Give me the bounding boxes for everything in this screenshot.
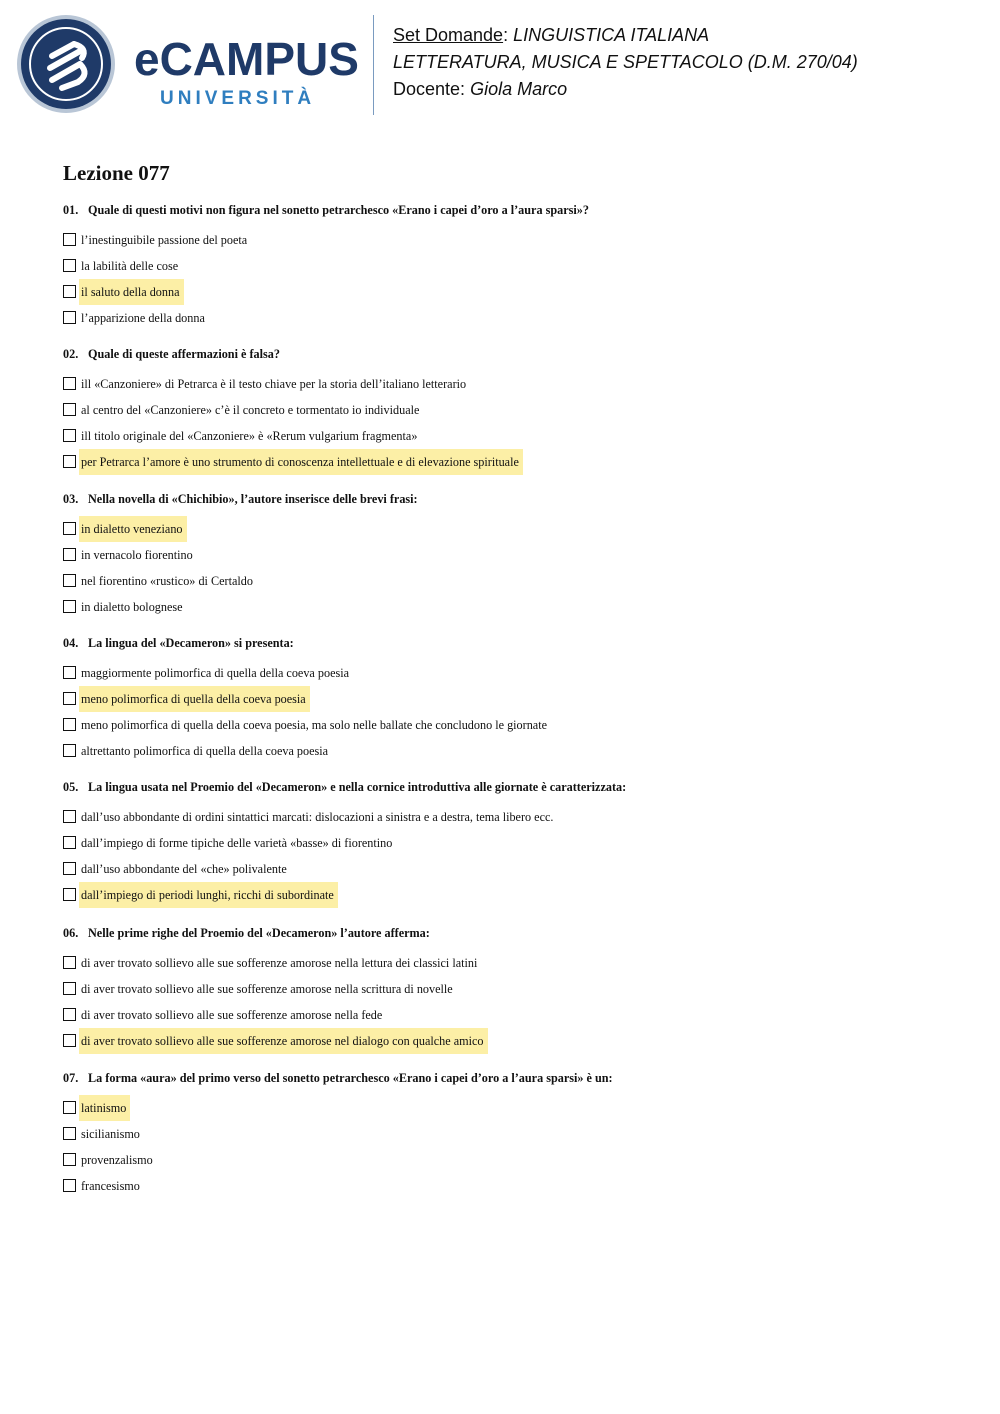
header-divider	[373, 15, 374, 115]
set-label: Set Domande	[393, 25, 504, 45]
teacher-line	[393, 76, 983, 103]
question-text	[63, 202, 963, 218]
question-prompt: La lingua usata nel Proemio del «Decameron» e nella cornice introduttiva alle giornate è caratterizzata:	[88, 780, 627, 794]
question-6	[63, 925, 963, 1054]
answer-checkbox[interactable]	[63, 455, 76, 468]
answer-label: dall’impiego di forme tipiche delle varietà «basse» di fiorentino	[81, 836, 393, 850]
answer-option[interactable]	[63, 830, 963, 856]
answer-checkbox[interactable]	[63, 982, 76, 995]
answer-checkbox[interactable]	[63, 311, 76, 324]
answer-option[interactable]	[63, 712, 963, 738]
question-3	[63, 491, 963, 620]
answer-checkbox[interactable]	[63, 810, 76, 823]
answer-option[interactable]	[63, 1173, 963, 1199]
answer-label: ill titolo originale del «Canzoniere» è «Rerum vulgarium fragmenta»	[81, 429, 418, 443]
answer-checkbox[interactable]	[63, 862, 76, 875]
answer-label: latinismo	[79, 1095, 130, 1121]
answer-checkbox[interactable]	[63, 1127, 76, 1140]
question-text	[63, 1070, 963, 1086]
answer-option[interactable]	[63, 516, 963, 542]
ecampus-logo-icon	[16, 14, 116, 114]
answer-checkbox[interactable]	[63, 429, 76, 442]
answer-checkbox[interactable]	[63, 1153, 76, 1166]
question-prompt: Nelle prime righe del Proemio del «Decameron» l’autore afferma:	[88, 926, 430, 940]
answer-label: meno polimorfica di quella della coeva poesia, ma solo nelle ballate che concludono le giornate	[81, 718, 547, 732]
answer-checkbox[interactable]	[63, 692, 76, 705]
answer-checkbox[interactable]	[63, 522, 76, 535]
answer-label: per Petrarca l’amore è uno strumento di conoscenza intellettuale e di elevazione spirituale	[79, 449, 523, 475]
question-prompt: La lingua del «Decameron» si presenta:	[88, 636, 294, 650]
answer-label: di aver trovato sollievo alle sue sofferenze amorose nella lettura dei classici latini	[81, 956, 478, 970]
brand-subtitle: UNIVERSITÀ	[160, 88, 316, 109]
answer-checkbox[interactable]	[63, 956, 76, 969]
answer-label: di aver trovato sollievo alle sue sofferenze amorose nella fede	[81, 1008, 383, 1022]
answer-option[interactable]	[63, 950, 963, 976]
answer-option[interactable]	[63, 397, 963, 423]
answer-option[interactable]	[63, 568, 963, 594]
answer-label: di aver trovato sollievo alle sue sofferenze amorose nella scrittura di novelle	[81, 982, 453, 996]
answer-label: l’apparizione della donna	[81, 311, 205, 325]
question-text	[63, 925, 963, 941]
answer-label: l’inestinguibile passione del poeta	[81, 233, 248, 247]
answer-option[interactable]	[63, 882, 963, 908]
question-5	[63, 779, 963, 908]
question-number: 06.	[63, 926, 79, 940]
answer-option[interactable]	[63, 1121, 963, 1147]
answer-label: il saluto della donna	[79, 279, 184, 305]
answer-option[interactable]	[63, 542, 963, 568]
answer-checkbox[interactable]	[63, 1008, 76, 1021]
question-number: 07.	[63, 1071, 79, 1085]
answer-label: dall’uso abbondante di ordini sintattici marcati: dislocazioni a sinistra e a destra, tema libero ecc.	[81, 810, 554, 824]
answer-label: maggiormente polimorfica di quella della coeva poesia	[81, 666, 350, 680]
answer-label: altrettanto polimorfica di quella della coeva poesia	[81, 744, 329, 758]
answer-option[interactable]	[63, 804, 963, 830]
answer-label: ill «Canzoniere» di Petrarca è il testo chiave per la storia dell’italiano letterario	[81, 377, 467, 391]
lesson-title: Lezione 077	[63, 161, 170, 185]
answer-checkbox[interactable]	[63, 600, 76, 613]
answer-checkbox[interactable]	[63, 1034, 76, 1047]
answer-option[interactable]	[63, 976, 963, 1002]
answer-option[interactable]	[63, 1095, 963, 1121]
answer-label: la labilità delle cose	[81, 259, 179, 273]
answer-label: francesismo	[81, 1179, 140, 1193]
answer-checkbox[interactable]	[63, 259, 76, 272]
question-text	[63, 779, 963, 795]
question-prompt: Nella novella di «Chichibio», l’autore inserisce delle brevi frasi:	[88, 492, 418, 506]
course-info	[393, 22, 983, 103]
answer-label: di aver trovato sollievo alle sue sofferenze amorose nel dialogo con qualche amico	[79, 1028, 488, 1054]
answer-checkbox[interactable]	[63, 377, 76, 390]
set-line: Set Domande: LINGUISTICA ITALIANA	[393, 25, 710, 45]
question-4	[63, 635, 963, 764]
question-prompt: La forma «aura» del primo verso del sonetto petrarchesco «Erano i capei d’oro a l’aura sparsi» è un:	[88, 1071, 613, 1085]
question-number: 05.	[63, 780, 79, 794]
answer-option[interactable]	[63, 1147, 963, 1173]
question-prompt: Quale di queste affermazioni è falsa?	[88, 347, 280, 361]
question-7	[63, 1070, 963, 1199]
answer-option[interactable]	[63, 279, 963, 305]
question-text	[63, 635, 963, 651]
answer-label: sicilianismo	[81, 1127, 140, 1141]
page-header	[0, 0, 1000, 130]
answer-option[interactable]	[63, 738, 963, 764]
teacher-label: Docente:	[393, 79, 466, 99]
answer-option[interactable]	[63, 227, 963, 253]
answer-option[interactable]	[63, 371, 963, 397]
brand-wordmark: eCAMPUS	[134, 33, 359, 85]
answer-label: dall’impiego di periodi lunghi, ricchi di subordinate	[79, 882, 338, 908]
answer-checkbox[interactable]	[63, 1101, 76, 1114]
question-number: 04.	[63, 636, 79, 650]
answer-checkbox[interactable]	[63, 548, 76, 561]
answer-option[interactable]	[63, 449, 963, 475]
answer-checkbox[interactable]	[63, 574, 76, 587]
question-number: 03.	[63, 492, 79, 506]
answer-checkbox[interactable]	[63, 1179, 76, 1192]
set-course: LINGUISTICA ITALIANA	[513, 25, 710, 45]
answer-label: provenzalismo	[81, 1153, 153, 1167]
question-text	[63, 491, 963, 507]
answer-label: in dialetto veneziano	[79, 516, 187, 542]
question-1	[63, 202, 963, 331]
answer-option[interactable]	[63, 1002, 963, 1028]
answer-label: in dialetto bolognese	[81, 600, 183, 614]
question-number: 02.	[63, 347, 79, 361]
question-text	[63, 346, 963, 362]
answer-label: dall’uso abbondante del «che» polivalente	[81, 862, 287, 876]
answer-option[interactable]	[63, 594, 963, 620]
answer-option[interactable]	[63, 423, 963, 449]
answer-checkbox[interactable]	[63, 744, 76, 757]
question-prompt: Quale di questi motivi non figura nel sonetto petrarchesco «Erano i capei d’oro a l’aura sparsi»?	[88, 203, 589, 217]
answer-option[interactable]	[63, 305, 963, 331]
answer-checkbox[interactable]	[63, 233, 76, 246]
answer-label: in vernacolo fiorentino	[81, 548, 193, 562]
answer-checkbox[interactable]	[63, 666, 76, 679]
question-2	[63, 346, 963, 475]
answer-checkbox[interactable]	[63, 836, 76, 849]
answer-option[interactable]	[63, 660, 963, 686]
answer-label: meno polimorfica di quella della coeva poesia	[79, 686, 310, 712]
answer-option[interactable]	[63, 856, 963, 882]
answer-option[interactable]	[63, 253, 963, 279]
course-line-2: LETTERATURA, MUSICA E SPETTACOLO (D.M. 270/04)	[393, 52, 858, 72]
answer-checkbox[interactable]	[63, 285, 76, 298]
answer-checkbox[interactable]	[63, 718, 76, 731]
teacher-name: Giola Marco	[470, 79, 568, 99]
answer-checkbox[interactable]	[63, 888, 76, 901]
answer-checkbox[interactable]	[63, 403, 76, 416]
answer-label: nel fiorentino «rustico» di Certaldo	[81, 574, 253, 588]
question-number: 01.	[63, 203, 79, 217]
answer-label: al centro del «Canzoniere» c’è il concreto e tormentato io individuale	[81, 403, 420, 417]
answer-option[interactable]	[63, 686, 963, 712]
answer-option[interactable]	[63, 1028, 963, 1054]
